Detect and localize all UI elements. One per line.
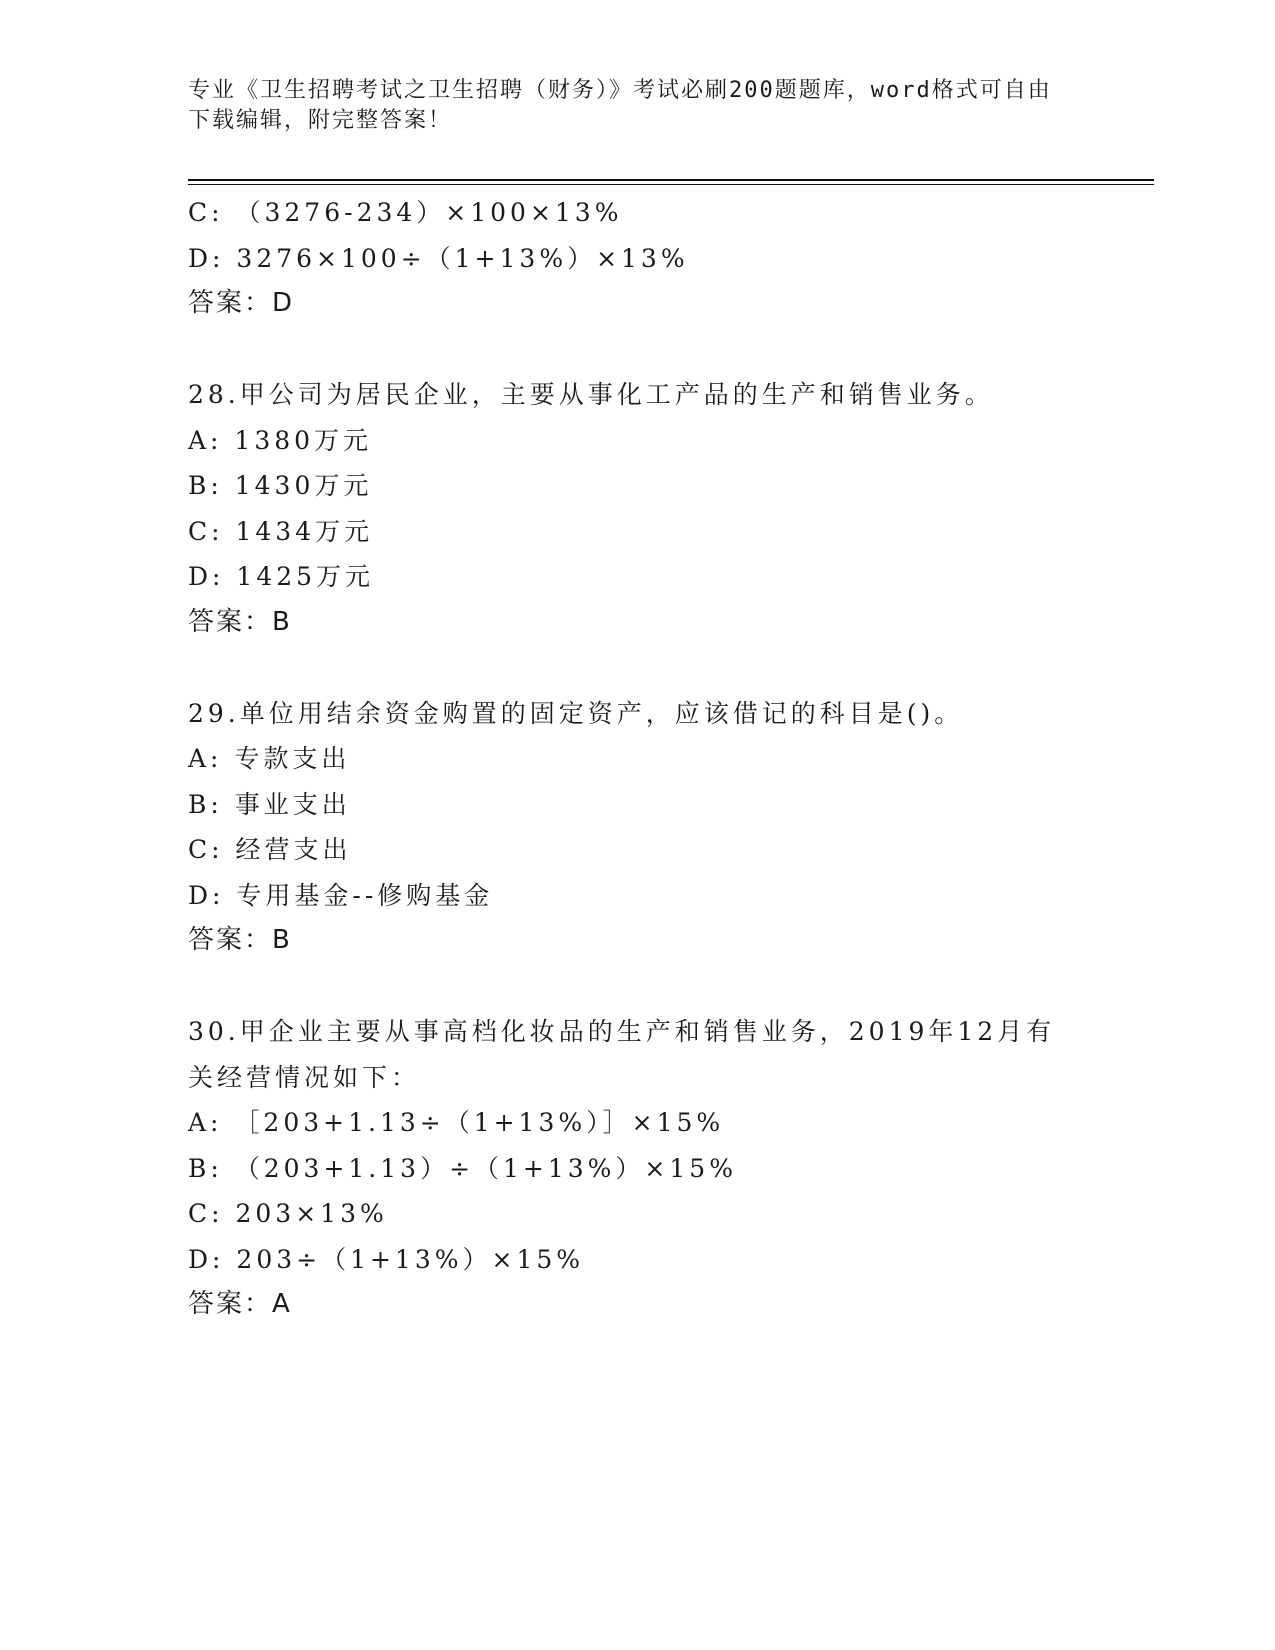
question-text: 29.单位用结余资金购置的固定资产，应该借记的科目是()。 (188, 698, 964, 728)
spacer (188, 327, 1078, 373)
option-line: D: 203÷（1+13%）×15% (188, 1244, 585, 1274)
option-line: B: （203+1.13）÷（1+13%）×15% (188, 1153, 737, 1183)
option-line: D: 1425万元 (188, 562, 375, 591)
option-line: D: 3276×100÷（1+13%）×13% (188, 243, 689, 273)
option-line: D: 专用基金--修购基金 (188, 880, 494, 910)
answer-line: 答案：B (188, 606, 292, 637)
question-text: 28.甲公司为居民企业，主要从事化工产品的生产和销售业务。 (188, 380, 994, 409)
option-line: B: 事业支出 (188, 789, 351, 819)
option-line: B: 1430万元 (188, 471, 373, 500)
spacer (188, 964, 1078, 1010)
spacer (188, 645, 1078, 691)
option-line: C: 经营支出 (188, 835, 352, 864)
question-text: 30.甲企业主要从事高档化妆品的生产和销售业务，2019年12月有关经营情况如下： (188, 1017, 1056, 1092)
option-line: C: 1434万元 (188, 516, 374, 546)
option-line: A: 1380万元 (188, 425, 373, 455)
header-divider (188, 179, 1154, 181)
answer-line: 答案：A (188, 1289, 292, 1319)
header-divider-thin (188, 184, 1154, 185)
option-line: A: 专款支出 (188, 744, 351, 773)
option-line: C: 203×13% (188, 1199, 388, 1228)
document-body (188, 190, 1078, 1328)
option-line: A: ［203+1.13÷（1+13%）］×15% (188, 1108, 725, 1137)
answer-line: 答案：D (188, 288, 295, 318)
option-line: C: （3276-234）×100×13% (188, 198, 623, 227)
answer-line: 答案：B (188, 925, 292, 955)
page-header: 专业《卫生招聘考试之卫生招聘（财务）》考试必刷200题题库，word格式可自由下载编辑，附完整答案！ (188, 78, 1052, 133)
